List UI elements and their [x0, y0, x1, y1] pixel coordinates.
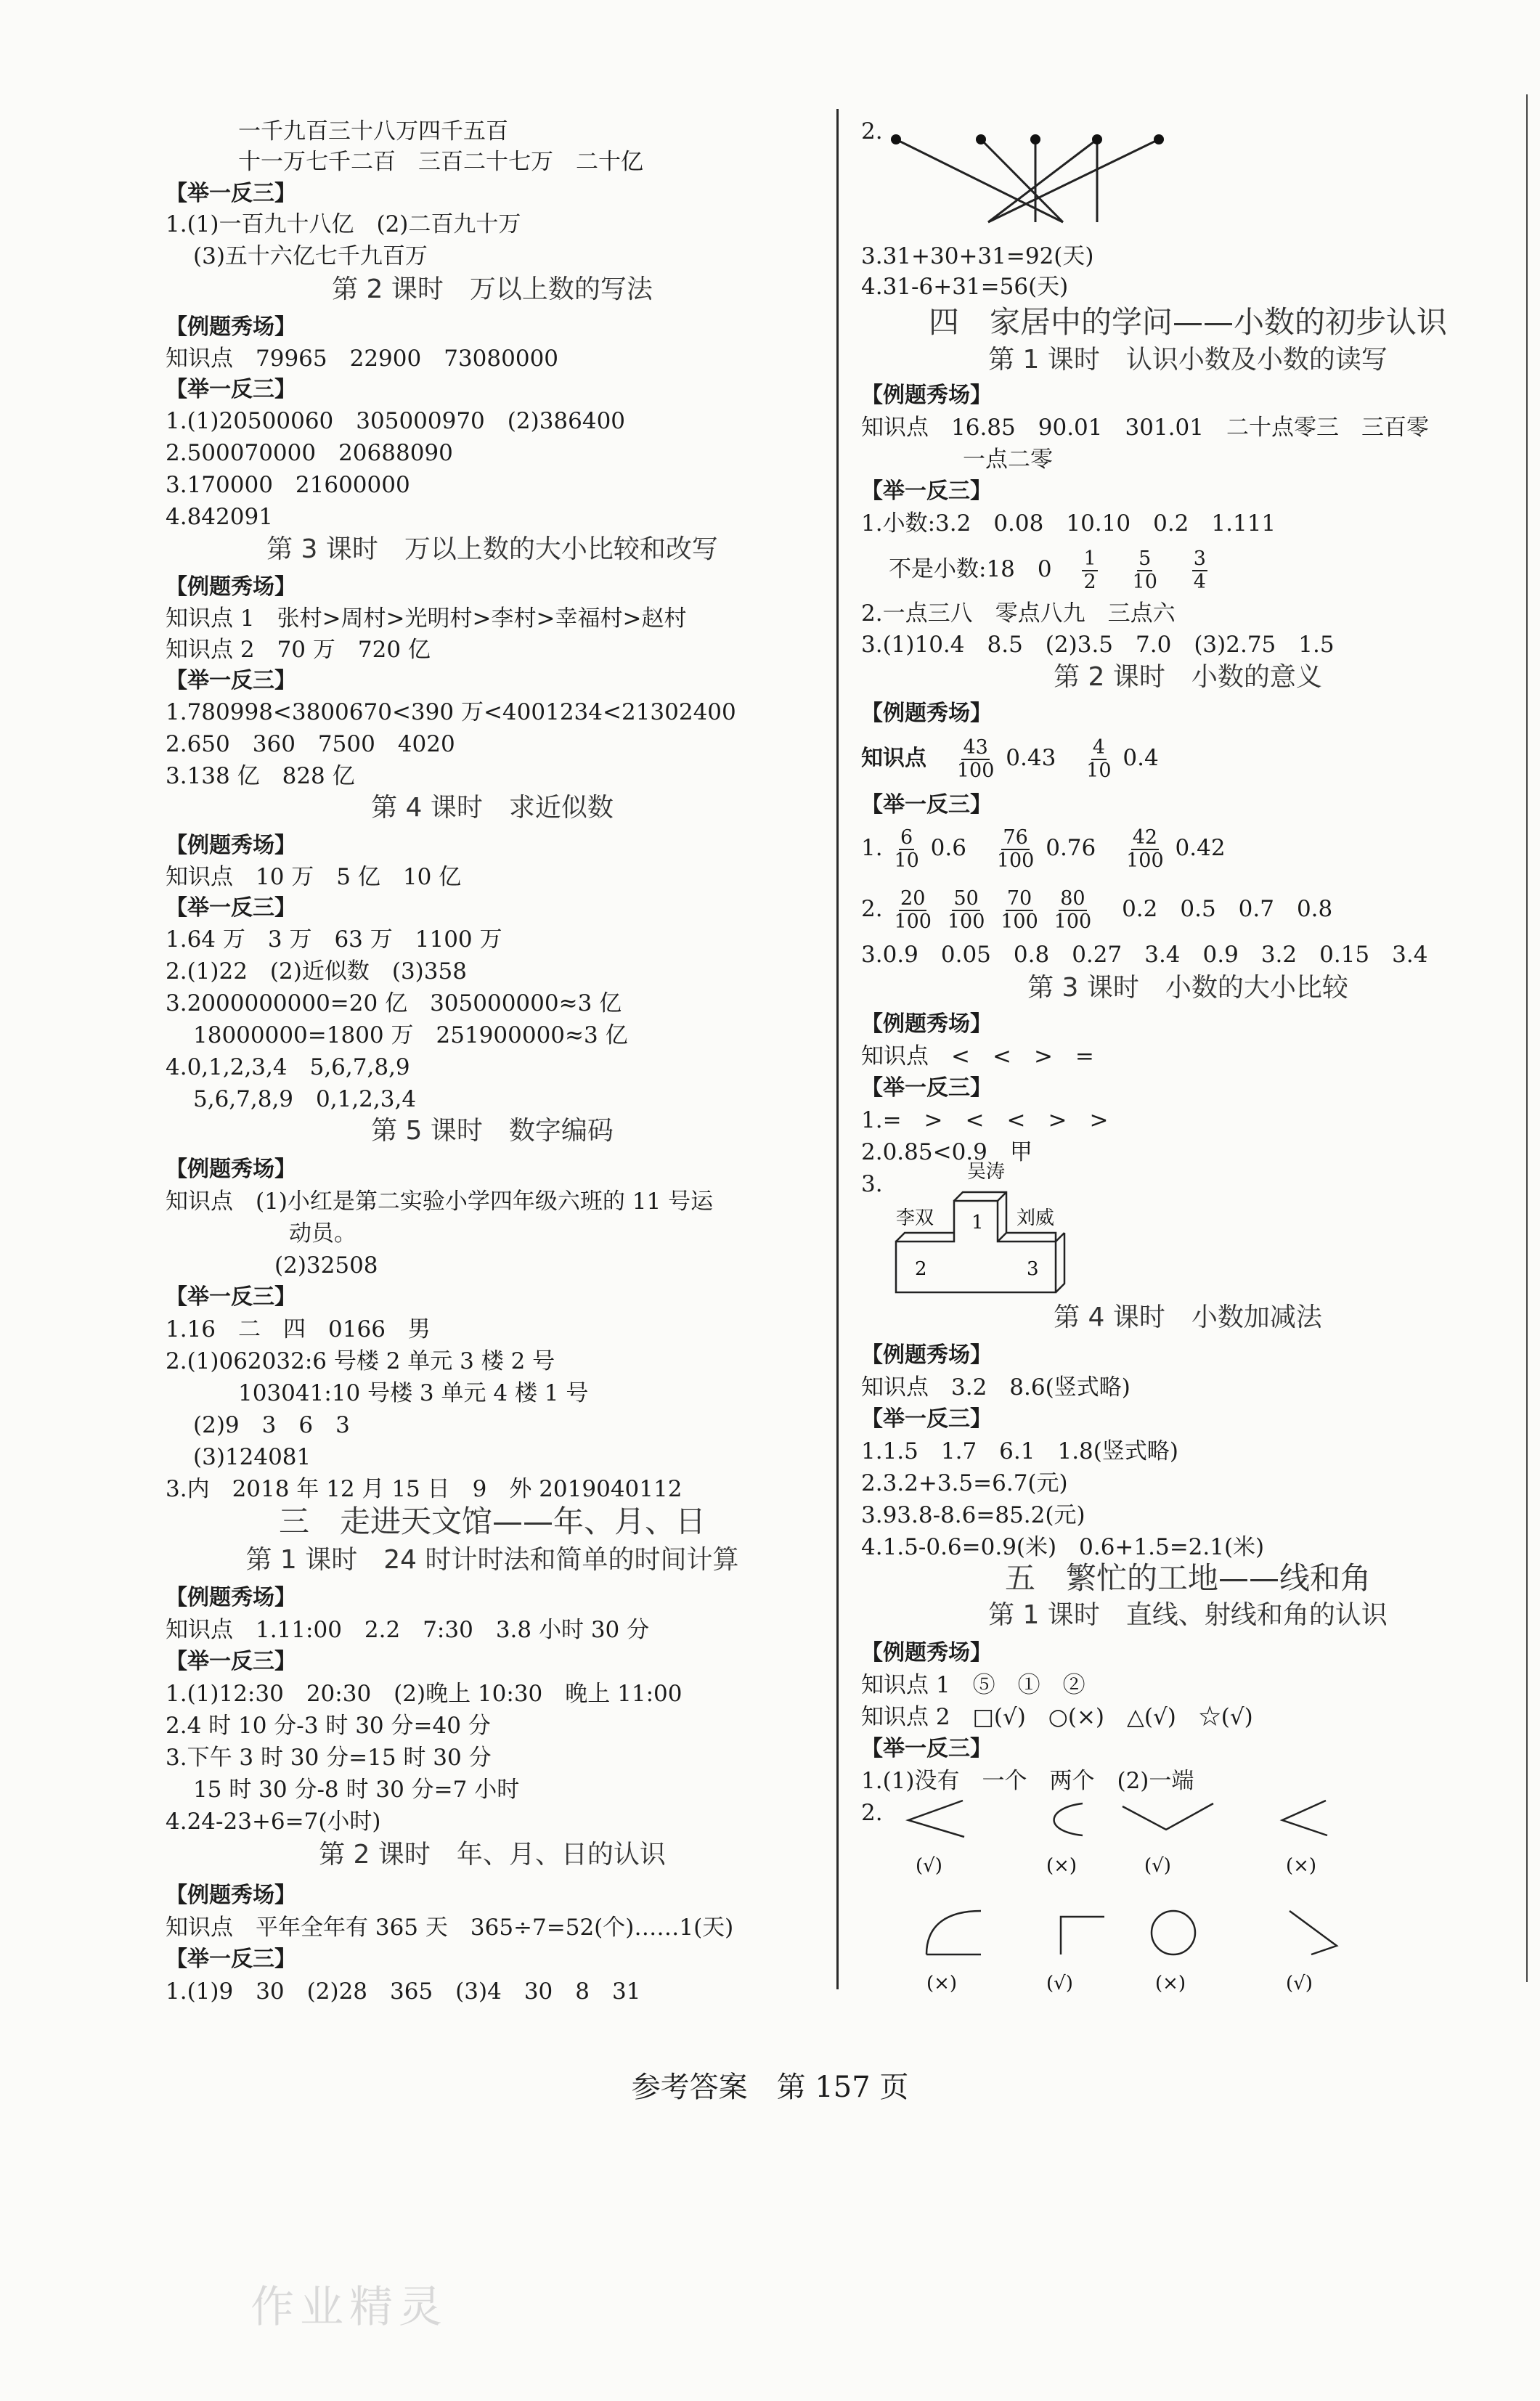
answer-line: 知识点 1 ⑤ ① ②: [861, 1672, 1085, 1698]
section-label: 【例题秀场】: [166, 574, 296, 600]
section-label: 【举一反三】: [166, 1947, 296, 1972]
answer-line: 1.小数:3.2 0.08 10.10 0.2 1.111: [861, 510, 1276, 537]
section-label: 【举一反三】: [166, 1284, 296, 1310]
unit-heading: 五 繁忙的工地——线和角: [1004, 1560, 1371, 1596]
answer-line: 3.93.8-8.6=85.2(元): [861, 1502, 1085, 1528]
answer-text: 知识点: [861, 746, 926, 771]
answer-line: 1.= > < < > >: [861, 1107, 1109, 1133]
section-label: 【例题秀场】: [861, 701, 992, 726]
lesson-heading: 第 2 课时 年、月、日的认识: [319, 1840, 666, 1870]
answer-line: 2.3.2+3.5=6.7(元): [861, 1470, 1068, 1496]
answer-line: 知识点 3.2 8.6(竖式略): [861, 1374, 1130, 1401]
answer-line: 一千九百三十八万四千五百: [238, 118, 508, 144]
fraction: $\frac{80}{100}$: [1054, 886, 1092, 933]
answer-line: 4.842091: [166, 504, 273, 530]
fraction: $\frac{1}{2}$: [1083, 547, 1096, 593]
podium-label: 刘威: [1017, 1207, 1055, 1229]
matching-diagram: [890, 123, 1195, 232]
column-divider: [836, 109, 839, 1989]
answer-line: 2.0.85<0.9 甲: [861, 1139, 1032, 1165]
judgement-mark: (×): [1155, 1973, 1186, 1994]
section-label: 【举一反三】: [166, 895, 296, 921]
fraction: $\frac{3}{4}$: [1193, 547, 1206, 593]
judgement-mark: (√): [1144, 1855, 1171, 1877]
section-label: 【举一反三】: [861, 1406, 992, 1432]
answer-line: 知识点 2 □(√) ○(×) △(√) ☆(√): [861, 1704, 1253, 1730]
section-label: 【例题秀场】: [166, 1585, 296, 1610]
section-label: 【例题秀场】: [861, 1640, 992, 1666]
answer-line: 3.31+30+31=92(天): [861, 243, 1094, 269]
answer-line: 2.(1)22 (2)近似数 (3)358: [166, 958, 467, 985]
answer-line: (2)9 3 6 3: [193, 1412, 350, 1438]
answer-line: 4.1.5-0.6=0.9(米) 0.6+1.5=2.1(米): [861, 1534, 1265, 1560]
fraction: $\frac{4}{10}$: [1086, 735, 1112, 782]
podium-number: 3: [1027, 1258, 1039, 1280]
answer-line: 3.170000 21600000: [166, 472, 410, 498]
section-label: 【例题秀场】: [861, 1342, 992, 1368]
section-label: 【例题秀场】: [861, 383, 992, 408]
answer-line: 一点二零: [963, 447, 1053, 473]
section-label: 【例题秀场】: [166, 1883, 296, 1908]
lesson-heading: 第 2 课时 小数的意义: [1054, 662, 1322, 692]
answer-line: 知识点 16.85 90.01 301.01 二十点零三 三百零: [861, 415, 1429, 441]
answer-text: 0.76: [1046, 835, 1096, 861]
fraction: $\frac{70}{100}$: [1001, 886, 1038, 933]
answer-line: 1.(1)9 30 (2)28 365 (3)4 30 8 31: [166, 1978, 641, 2005]
lesson-heading: 第 4 课时 小数加减法: [1054, 1303, 1322, 1332]
lesson-heading: 第 3 课时 小数的大小比较: [1027, 973, 1348, 1003]
answer-line: 动员。: [289, 1220, 357, 1247]
answer-line: (3)五十六亿七千九百万: [193, 243, 428, 269]
fraction: $\frac{76}{100}$: [996, 826, 1035, 872]
answer-text: 1.: [861, 835, 883, 861]
answer-line: 知识点 1 张村>周村>光明村>李村>幸福村>赵村: [166, 606, 687, 632]
podium-number: 2: [915, 1258, 927, 1280]
fraction: $\frac{50}{100}$: [947, 886, 985, 933]
answer-line: 1.780998<3800670<390 万<4001234<21302400: [166, 699, 736, 725]
lesson-heading: 第 1 课时 24 时计时法和简单的时间计算: [245, 1545, 739, 1575]
answer-line: 3.内 2018 年 12 月 15 日 9 外 2019040112: [166, 1476, 683, 1502]
answer-line: 2.500070000 20688090: [166, 440, 453, 466]
angle-figures: [883, 1793, 1507, 2004]
answer-line: 1.(1)12:30 20:30 (2)晚上 10:30 晚上 11:00: [166, 1681, 683, 1707]
section-label: 【举一反三】: [166, 1649, 296, 1674]
judgement-mark: (√): [1286, 1973, 1313, 1994]
lesson-heading: 第 1 课时 直线、射线和角的认识: [988, 1600, 1388, 1630]
fraction: $\frac{6}{10}$: [894, 826, 919, 872]
answer-line: 2.: [861, 118, 883, 144]
watermark: 作业精灵: [250, 2282, 448, 2333]
answer-line: (2)32508: [274, 1252, 378, 1279]
answer-line: 知识点 79965 22900 73080000: [166, 346, 559, 372]
lesson-heading: 第 5 课时 数字编码: [371, 1116, 614, 1146]
answer-line: 2.一点三八 零点八九 三点六: [861, 600, 1176, 627]
answer-line: 1.1.5 1.7 6.1 1.8(竖式略): [861, 1438, 1178, 1464]
answer-line: 知识点 < < > =: [861, 1043, 1094, 1069]
unit-heading: 三 走进天文馆——年、月、日: [278, 1504, 706, 1539]
lesson-heading: 第 4 课时 求近似数: [371, 793, 614, 823]
answer-line: 知识点 平年全年有 365 天 365÷7=52(个)……1(天): [166, 1915, 734, 1941]
fraction: $\frac{42}{100}$: [1126, 826, 1164, 872]
judgement-mark: (√): [916, 1855, 942, 1877]
answer-line: 4.24-23+6=7(小时): [166, 1809, 381, 1835]
section-label: 【举一反三】: [166, 377, 296, 402]
answer-line: 4.0,1,2,3,4 5,6,7,8,9: [166, 1054, 410, 1080]
page-edge: [1526, 94, 1528, 1982]
unit-heading: 四 家居中的学问——小数的初步认识: [928, 304, 1447, 340]
answer-text: 0.6: [930, 835, 966, 861]
answer-line: 15 时 30 分-8 时 30 分=7 小时: [193, 1777, 520, 1803]
page-footer: 参考答案 第 157 页: [631, 2071, 909, 2104]
fraction: $\frac{43}{100}$: [956, 735, 995, 782]
section-label: 【例题秀场】: [861, 1011, 992, 1037]
answer-line: 4.31-6+31=56(天): [861, 274, 1069, 300]
answer-line: 知识点 1.11:00 2.2 7:30 3.8 小时 30 分: [166, 1617, 650, 1643]
section-label: 【举一反三】: [166, 181, 296, 206]
answer-line: 2.(1)062032:6 号楼 2 单元 3 楼 2 号: [166, 1348, 555, 1374]
judgement-mark: (×): [926, 1973, 958, 1994]
judgement-mark: (×): [1286, 1855, 1317, 1877]
lesson-heading: 第 1 课时 认识小数及小数的读写: [988, 345, 1388, 375]
lesson-heading: 第 2 课时 万以上数的写法: [332, 274, 653, 304]
answer-line: (3)124081: [193, 1444, 311, 1470]
podium-label: 李双: [896, 1207, 934, 1229]
section-label: 【举一反三】: [861, 1075, 992, 1101]
section-label: 【例题秀场】: [166, 1157, 296, 1182]
answer-line: 2.4 时 10 分-3 时 30 分=40 分: [166, 1713, 491, 1739]
section-label: 【例题秀场】: [166, 833, 296, 858]
judgement-mark: (×): [1046, 1855, 1077, 1877]
answer-text: 0.43: [1006, 745, 1056, 771]
answer-line: 知识点 (1)小红是第二实验小学四年级六班的 11 号运: [166, 1189, 714, 1215]
section-label: 【举一反三】: [861, 478, 992, 504]
section-label: 【举一反三】: [861, 1736, 992, 1761]
answer-line: 1.(1)没有 一个 两个 (2)一端: [861, 1768, 1194, 1794]
section-label: 【例题秀场】: [166, 314, 296, 340]
answer-line: 知识点 10 万 5 亿 10 亿: [166, 864, 462, 890]
answer-line: 3.下午 3 时 30 分=15 时 30 分: [166, 1745, 492, 1771]
answer-line: [861, 735, 1159, 782]
answer-line: 3.0.9 0.05 0.8 0.27 3.4 0.9 3.2 0.15 3.4: [861, 942, 1428, 968]
answer-line: 103041:10 号楼 3 单元 4 楼 1 号: [238, 1380, 589, 1406]
answer-text: 2.: [861, 896, 883, 922]
answer-line: 5,6,7,8,9 0,1,2,3,4: [193, 1086, 417, 1112]
answer-line: 3.(1)10.4 8.5 (2)3.5 7.0 (3)2.75 1.5: [861, 632, 1335, 658]
answer-line: [861, 886, 1332, 933]
answer-line: 1.16 二 四 0166 男: [166, 1316, 431, 1342]
answer-line: [861, 546, 1212, 593]
answer-line: 1.(1)20500060 305000970 (2)386400: [166, 408, 626, 434]
answer-text: 0.42: [1175, 835, 1226, 861]
answer-text: 0.4: [1123, 745, 1159, 771]
podium-figure: [889, 1162, 1121, 1300]
podium-number: 1: [971, 1212, 984, 1234]
section-label: 【举一反三】: [861, 792, 992, 818]
answer-line: 3.2000000000=20 亿 305000000≈3 亿: [166, 990, 622, 1016]
fraction: $\frac{20}{100}$: [894, 886, 932, 933]
answer-line: 3.: [861, 1171, 883, 1197]
fraction: $\frac{5}{10}$: [1132, 547, 1157, 593]
answer-line: 18000000=1800 万 251900000≈3 亿: [193, 1022, 628, 1048]
answer-line: 2.: [861, 1800, 883, 1826]
answer-line: 1.64 万 3 万 63 万 1100 万: [166, 926, 502, 953]
lesson-heading: 第 3 课时 万以上数的大小比较和改写: [266, 534, 718, 564]
answer-text: 不是小数:18 0: [889, 556, 1052, 582]
answer-line: 知识点 2 70 万 720 亿: [166, 637, 431, 663]
answer-line: 3.138 亿 828 亿: [166, 763, 355, 789]
section-label: 【举一反三】: [166, 668, 296, 693]
answer-line: 1.(1)一百九十八亿 (2)二百九十万: [166, 211, 521, 237]
podium-label: 吴涛: [967, 1162, 1006, 1183]
answer-line: 十一万七千二百 三百二十七万 二十亿: [238, 149, 643, 175]
answer-text: 0.2 0.5 0.7 0.8: [1122, 896, 1333, 922]
answer-line: [861, 825, 1226, 872]
judgement-mark: (√): [1046, 1973, 1073, 1994]
answer-line: 2.650 360 7500 4020: [166, 731, 455, 757]
